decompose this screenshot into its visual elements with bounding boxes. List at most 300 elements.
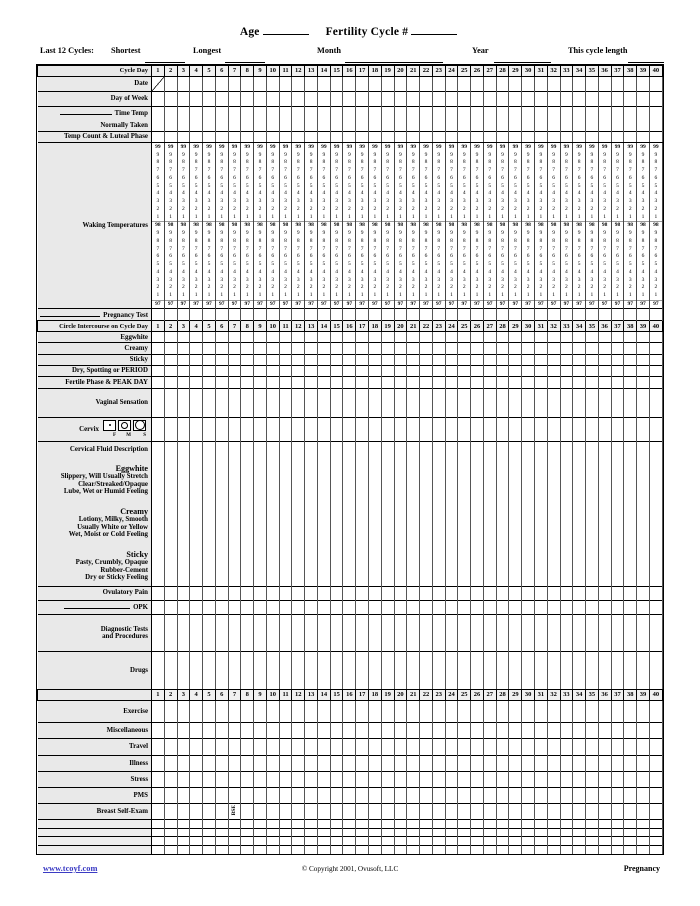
day-cell[interactable]	[445, 787, 458, 803]
day-cell[interactable]	[266, 456, 279, 499]
day-cell[interactable]	[432, 652, 445, 690]
temp-cell[interactable]: 5	[190, 182, 203, 190]
day-cell[interactable]	[560, 442, 573, 457]
day-cell[interactable]	[292, 828, 305, 837]
day-cell[interactable]	[509, 388, 522, 417]
temp-cell[interactable]: 6	[420, 253, 433, 261]
temp-cell[interactable]: 5	[420, 261, 433, 269]
day-cell[interactable]	[560, 700, 573, 723]
temp-cell[interactable]: 2	[381, 284, 394, 292]
temp-cell[interactable]: 2	[305, 284, 318, 292]
temp-cell[interactable]: 99	[445, 143, 458, 151]
day-cell[interactable]	[586, 586, 599, 600]
temp-cell[interactable]: 2	[330, 206, 343, 214]
day-cell[interactable]	[458, 652, 471, 690]
day-cell[interactable]	[509, 652, 522, 690]
temp-cell[interactable]: 8	[279, 159, 292, 167]
temp-cell[interactable]: 2	[305, 206, 318, 214]
day-cell[interactable]	[573, 820, 586, 829]
day-cell[interactable]	[483, 377, 496, 388]
day-cell[interactable]	[560, 354, 573, 365]
day-cell[interactable]	[241, 614, 254, 652]
day-cell[interactable]	[445, 76, 458, 91]
day-cell[interactable]	[394, 106, 407, 119]
temp-cell[interactable]: 4	[471, 269, 484, 277]
day-cell[interactable]	[598, 700, 611, 723]
temp-cell[interactable]: 5	[177, 261, 190, 269]
day-cell[interactable]	[522, 614, 535, 652]
day-cell[interactable]	[586, 417, 599, 442]
day-cell[interactable]	[547, 442, 560, 457]
day-cell[interactable]	[522, 388, 535, 417]
temp-cell[interactable]: 6	[649, 175, 662, 183]
day-cell[interactable]	[279, 723, 292, 739]
temp-cell[interactable]: 6	[330, 175, 343, 183]
temp-cell[interactable]: 1	[215, 292, 228, 300]
temp-cell[interactable]: 7	[496, 167, 509, 175]
day-cell[interactable]	[215, 828, 228, 837]
day-cell[interactable]	[394, 771, 407, 787]
day-cell[interactable]	[483, 131, 496, 143]
day-cell[interactable]	[177, 332, 190, 343]
day-cell[interactable]	[241, 377, 254, 388]
day-cell[interactable]	[266, 377, 279, 388]
day-cell[interactable]	[560, 120, 573, 131]
day-cell[interactable]	[496, 499, 509, 542]
day-cell[interactable]	[369, 586, 382, 600]
day-cell[interactable]	[177, 442, 190, 457]
temp-cell[interactable]: 99	[279, 143, 292, 151]
day-cell[interactable]	[292, 456, 305, 499]
temp-cell[interactable]: 2	[637, 284, 650, 292]
temp-cell[interactable]: 98	[343, 222, 356, 230]
day-cell[interactable]	[483, 417, 496, 442]
day-cell[interactable]	[356, 106, 369, 119]
day-cell[interactable]	[496, 586, 509, 600]
day-cell[interactable]	[369, 820, 382, 829]
day-cell[interactable]	[534, 76, 547, 91]
temp-cell[interactable]: 2	[458, 284, 471, 292]
day-cell[interactable]	[394, 442, 407, 457]
day-cell[interactable]	[522, 442, 535, 457]
cycle-number-blank[interactable]	[411, 24, 457, 35]
day-cell[interactable]	[598, 837, 611, 846]
temp-cell[interactable]: 9	[215, 151, 228, 159]
temp-cell[interactable]: 97	[547, 300, 560, 309]
day-cell[interactable]	[522, 820, 535, 829]
day-cell[interactable]	[266, 543, 279, 587]
day-cell[interactable]	[471, 804, 484, 820]
temp-cell[interactable]: 9	[598, 151, 611, 159]
day-cell[interactable]	[573, 417, 586, 442]
day-cell[interactable]	[534, 787, 547, 803]
temp-cell[interactable]: 7	[611, 245, 624, 253]
temp-cell[interactable]: 9	[177, 230, 190, 238]
day-cell[interactable]	[522, 106, 535, 119]
day-cell[interactable]	[534, 586, 547, 600]
temp-cell[interactable]: 3	[381, 276, 394, 284]
day-cell[interactable]	[152, 700, 165, 723]
day-cell[interactable]	[458, 846, 471, 854]
day-cell[interactable]	[164, 442, 177, 457]
day-cell[interactable]	[432, 600, 445, 614]
day-cell[interactable]	[292, 365, 305, 376]
day-cell[interactable]	[522, 343, 535, 354]
day-cell[interactable]	[586, 787, 599, 803]
day-cell[interactable]	[369, 828, 382, 837]
day-cell[interactable]	[241, 388, 254, 417]
day-cell[interactable]	[266, 365, 279, 376]
temp-cell[interactable]: 6	[177, 175, 190, 183]
day-cell[interactable]	[305, 76, 318, 91]
day-cell[interactable]	[483, 388, 496, 417]
day-cell[interactable]	[534, 700, 547, 723]
day-cell[interactable]	[254, 652, 267, 690]
day-cell[interactable]	[394, 377, 407, 388]
day-cell[interactable]	[190, 820, 203, 829]
day-cell[interactable]	[611, 820, 624, 829]
temp-cell[interactable]: 9	[649, 230, 662, 238]
day-cell[interactable]	[649, 586, 662, 600]
temp-cell[interactable]: 98	[586, 222, 599, 230]
temp-cell[interactable]: 4	[407, 269, 420, 277]
temp-cell[interactable]: 5	[369, 261, 382, 269]
day-cell[interactable]	[573, 787, 586, 803]
day-cell[interactable]	[611, 456, 624, 499]
temp-cell[interactable]: 7	[266, 167, 279, 175]
temp-cell[interactable]: 5	[330, 261, 343, 269]
temp-cell[interactable]: 4	[445, 190, 458, 198]
day-cell[interactable]	[279, 846, 292, 854]
temp-cell[interactable]: 7	[573, 245, 586, 253]
day-cell[interactable]	[279, 787, 292, 803]
temp-cell[interactable]: 8	[573, 159, 586, 167]
day-cell[interactable]	[305, 309, 318, 321]
day-cell[interactable]	[356, 377, 369, 388]
day-cell[interactable]	[432, 837, 445, 846]
day-cell[interactable]	[330, 543, 343, 587]
day-cell[interactable]	[624, 700, 637, 723]
day-cell[interactable]	[279, 309, 292, 321]
temp-cell[interactable]: 9	[305, 230, 318, 238]
day-cell[interactable]	[203, 804, 216, 820]
day-cell[interactable]	[483, 499, 496, 542]
temp-cell[interactable]: 98	[215, 222, 228, 230]
day-cell[interactable]	[241, 442, 254, 457]
temp-cell[interactable]: 7	[203, 245, 216, 253]
temp-cell[interactable]: 3	[586, 276, 599, 284]
day-cell[interactable]	[164, 131, 177, 143]
day-cell[interactable]	[305, 600, 318, 614]
day-cell[interactable]	[483, 586, 496, 600]
day-cell[interactable]	[203, 700, 216, 723]
temp-cell[interactable]: 9	[152, 151, 165, 159]
day-cell[interactable]	[241, 354, 254, 365]
temp-cell[interactable]: 9	[164, 151, 177, 159]
day-cell[interactable]	[547, 456, 560, 499]
day-cell[interactable]	[407, 131, 420, 143]
temp-cell[interactable]: 8	[509, 159, 522, 167]
temp-cell[interactable]: 1	[522, 292, 535, 300]
day-cell[interactable]	[203, 131, 216, 143]
temp-cell[interactable]: 6	[279, 253, 292, 261]
day-cell[interactable]	[471, 739, 484, 755]
temp-cell[interactable]: 5	[228, 182, 241, 190]
temp-cell[interactable]: 1	[177, 292, 190, 300]
temp-cell[interactable]: 3	[458, 198, 471, 206]
temp-cell[interactable]: 7	[343, 245, 356, 253]
day-cell[interactable]	[266, 771, 279, 787]
day-cell[interactable]	[356, 837, 369, 846]
day-cell[interactable]	[560, 388, 573, 417]
day-cell[interactable]	[420, 91, 433, 106]
day-cell[interactable]	[394, 343, 407, 354]
temp-cell[interactable]: 99	[177, 143, 190, 151]
day-cell[interactable]	[152, 499, 165, 542]
day-cell[interactable]	[547, 365, 560, 376]
temp-cell[interactable]: 1	[573, 213, 586, 221]
temp-cell[interactable]: 9	[407, 151, 420, 159]
day-cell[interactable]	[560, 91, 573, 106]
temp-cell[interactable]: 8	[190, 238, 203, 246]
day-cell[interactable]	[432, 723, 445, 739]
day-cell[interactable]	[522, 417, 535, 442]
day-cell[interactable]	[215, 332, 228, 343]
temp-cell[interactable]: 5	[215, 261, 228, 269]
day-cell[interactable]	[190, 846, 203, 854]
day-cell[interactable]	[228, 586, 241, 600]
day-cell[interactable]	[445, 600, 458, 614]
day-cell[interactable]	[509, 804, 522, 820]
temp-cell[interactable]: 7	[586, 167, 599, 175]
day-cell[interactable]	[343, 586, 356, 600]
temp-cell[interactable]: 3	[152, 198, 165, 206]
temp-cell[interactable]: 6	[560, 175, 573, 183]
temp-cell[interactable]: 4	[483, 269, 496, 277]
day-cell[interactable]	[203, 309, 216, 321]
temp-cell[interactable]: 97	[203, 300, 216, 309]
day-cell[interactable]	[305, 739, 318, 755]
day-cell[interactable]	[241, 456, 254, 499]
day-cell[interactable]	[432, 365, 445, 376]
temp-cell[interactable]: 7	[586, 245, 599, 253]
day-cell[interactable]	[471, 820, 484, 829]
temp-cell[interactable]: 5	[560, 182, 573, 190]
temp-cell[interactable]: 6	[228, 175, 241, 183]
day-cell[interactable]	[215, 771, 228, 787]
day-cell[interactable]	[560, 804, 573, 820]
temp-cell[interactable]: 6	[611, 175, 624, 183]
temp-cell[interactable]: 3	[534, 198, 547, 206]
temp-cell[interactable]: 99	[496, 143, 509, 151]
temp-cell[interactable]: 3	[317, 276, 330, 284]
day-cell[interactable]	[292, 804, 305, 820]
day-cell[interactable]	[381, 600, 394, 614]
day-cell[interactable]	[356, 771, 369, 787]
temp-cell[interactable]: 9	[586, 230, 599, 238]
temp-cell[interactable]: 6	[407, 175, 420, 183]
temp-cell[interactable]: 7	[266, 245, 279, 253]
temp-cell[interactable]: 6	[637, 253, 650, 261]
day-cell[interactable]	[432, 131, 445, 143]
temp-cell[interactable]: 2	[292, 206, 305, 214]
day-cell[interactable]	[164, 354, 177, 365]
temp-cell[interactable]: 5	[496, 182, 509, 190]
temp-cell[interactable]: 8	[381, 238, 394, 246]
day-cell[interactable]	[254, 787, 267, 803]
temp-cell[interactable]: 98	[496, 222, 509, 230]
day-cell[interactable]	[330, 417, 343, 442]
day-cell[interactable]	[432, 771, 445, 787]
temp-cell[interactable]: 2	[509, 284, 522, 292]
day-cell[interactable]	[254, 771, 267, 787]
day-cell[interactable]	[394, 131, 407, 143]
temp-cell[interactable]: 6	[573, 175, 586, 183]
day-cell[interactable]	[420, 365, 433, 376]
day-cell[interactable]	[343, 365, 356, 376]
day-cell[interactable]	[356, 652, 369, 690]
temp-cell[interactable]: 4	[458, 190, 471, 198]
temp-cell[interactable]: 1	[330, 213, 343, 221]
day-cell[interactable]	[586, 442, 599, 457]
temp-cell[interactable]: 5	[305, 182, 318, 190]
temp-cell[interactable]: 97	[369, 300, 382, 309]
temp-cell[interactable]: 2	[177, 206, 190, 214]
temp-cell[interactable]: 3	[611, 198, 624, 206]
day-cell[interactable]	[598, 828, 611, 837]
day-cell[interactable]	[471, 442, 484, 457]
day-cell[interactable]	[330, 771, 343, 787]
day-cell[interactable]	[266, 739, 279, 755]
day-cell[interactable]	[152, 309, 165, 321]
day-cell[interactable]	[343, 739, 356, 755]
day-cell[interactable]	[586, 377, 599, 388]
day-cell[interactable]	[369, 120, 382, 131]
day-cell[interactable]	[266, 417, 279, 442]
day-cell[interactable]	[369, 343, 382, 354]
day-cell[interactable]	[343, 76, 356, 91]
day-cell[interactable]	[573, 739, 586, 755]
temp-cell[interactable]: 6	[509, 253, 522, 261]
temp-cell[interactable]: 6	[343, 175, 356, 183]
temp-cell[interactable]: 97	[305, 300, 318, 309]
day-cell[interactable]	[522, 586, 535, 600]
day-cell[interactable]	[420, 614, 433, 652]
day-cell[interactable]	[649, 417, 662, 442]
temp-cell[interactable]: 3	[394, 198, 407, 206]
day-cell[interactable]	[241, 846, 254, 854]
day-cell[interactable]	[649, 365, 662, 376]
temp-cell[interactable]: 1	[356, 213, 369, 221]
day-cell[interactable]	[305, 365, 318, 376]
day-cell[interactable]	[509, 820, 522, 829]
day-cell[interactable]	[279, 755, 292, 771]
day-cell[interactable]	[496, 739, 509, 755]
temp-cell[interactable]: 98	[598, 222, 611, 230]
temp-cell[interactable]: 7	[547, 245, 560, 253]
temp-cell[interactable]: 4	[190, 190, 203, 198]
day-cell[interactable]	[203, 343, 216, 354]
day-cell[interactable]	[177, 543, 190, 587]
day-cell[interactable]	[215, 417, 228, 442]
day-cell[interactable]	[483, 456, 496, 499]
day-cell[interactable]	[279, 354, 292, 365]
temp-cell[interactable]: 3	[534, 276, 547, 284]
day-cell[interactable]	[560, 377, 573, 388]
temp-cell[interactable]: 98	[637, 222, 650, 230]
day-cell[interactable]	[203, 846, 216, 854]
day-cell[interactable]	[177, 91, 190, 106]
day-cell[interactable]	[534, 614, 547, 652]
temp-cell[interactable]: 2	[522, 206, 535, 214]
day-cell[interactable]	[624, 820, 637, 829]
day-cell[interactable]	[203, 377, 216, 388]
temp-cell[interactable]: 6	[624, 253, 637, 261]
temp-cell[interactable]: 3	[369, 198, 382, 206]
day-cell[interactable]	[177, 804, 190, 820]
day-cell[interactable]	[407, 652, 420, 690]
day-cell[interactable]	[164, 820, 177, 829]
temp-cell[interactable]: 97	[190, 300, 203, 309]
day-cell[interactable]	[649, 120, 662, 131]
temp-cell[interactable]: 2	[624, 206, 637, 214]
day-cell[interactable]	[266, 131, 279, 143]
temp-cell[interactable]: 1	[586, 213, 599, 221]
temp-cell[interactable]: 1	[649, 213, 662, 221]
day-cell[interactable]	[637, 343, 650, 354]
day-cell[interactable]	[343, 131, 356, 143]
temp-cell[interactable]: 98	[279, 222, 292, 230]
day-cell[interactable]	[215, 91, 228, 106]
temp-cell[interactable]: 6	[598, 175, 611, 183]
day-cell[interactable]	[420, 309, 433, 321]
temp-cell[interactable]: 5	[458, 261, 471, 269]
temp-cell[interactable]: 3	[598, 198, 611, 206]
day-cell[interactable]	[164, 600, 177, 614]
temp-cell[interactable]: 4	[598, 190, 611, 198]
day-cell[interactable]	[547, 723, 560, 739]
day-cell[interactable]	[649, 456, 662, 499]
day-cell[interactable]	[177, 614, 190, 652]
temp-cell[interactable]: 9	[598, 230, 611, 238]
temp-cell[interactable]: 3	[305, 276, 318, 284]
day-cell[interactable]	[586, 600, 599, 614]
day-cell[interactable]	[317, 309, 330, 321]
day-cell[interactable]	[369, 614, 382, 652]
temp-cell[interactable]: 9	[228, 151, 241, 159]
temp-cell[interactable]: 1	[560, 292, 573, 300]
temp-cell[interactable]: 5	[228, 261, 241, 269]
day-cell[interactable]	[560, 787, 573, 803]
day-cell[interactable]	[407, 456, 420, 499]
temp-cell[interactable]: 3	[279, 198, 292, 206]
day-cell[interactable]	[547, 837, 560, 846]
day-cell[interactable]	[394, 723, 407, 739]
day-cell[interactable]	[241, 723, 254, 739]
temp-cell[interactable]: 6	[471, 175, 484, 183]
day-cell[interactable]	[228, 343, 241, 354]
day-cell[interactable]	[573, 456, 586, 499]
temp-cell[interactable]: 8	[241, 159, 254, 167]
temp-cell[interactable]: 8	[330, 159, 343, 167]
day-cell[interactable]	[228, 771, 241, 787]
day-cell[interactable]	[369, 91, 382, 106]
day-cell[interactable]	[381, 120, 394, 131]
day-cell[interactable]	[458, 343, 471, 354]
temp-cell[interactable]: 6	[509, 175, 522, 183]
day-cell[interactable]	[292, 700, 305, 723]
day-cell[interactable]	[394, 120, 407, 131]
